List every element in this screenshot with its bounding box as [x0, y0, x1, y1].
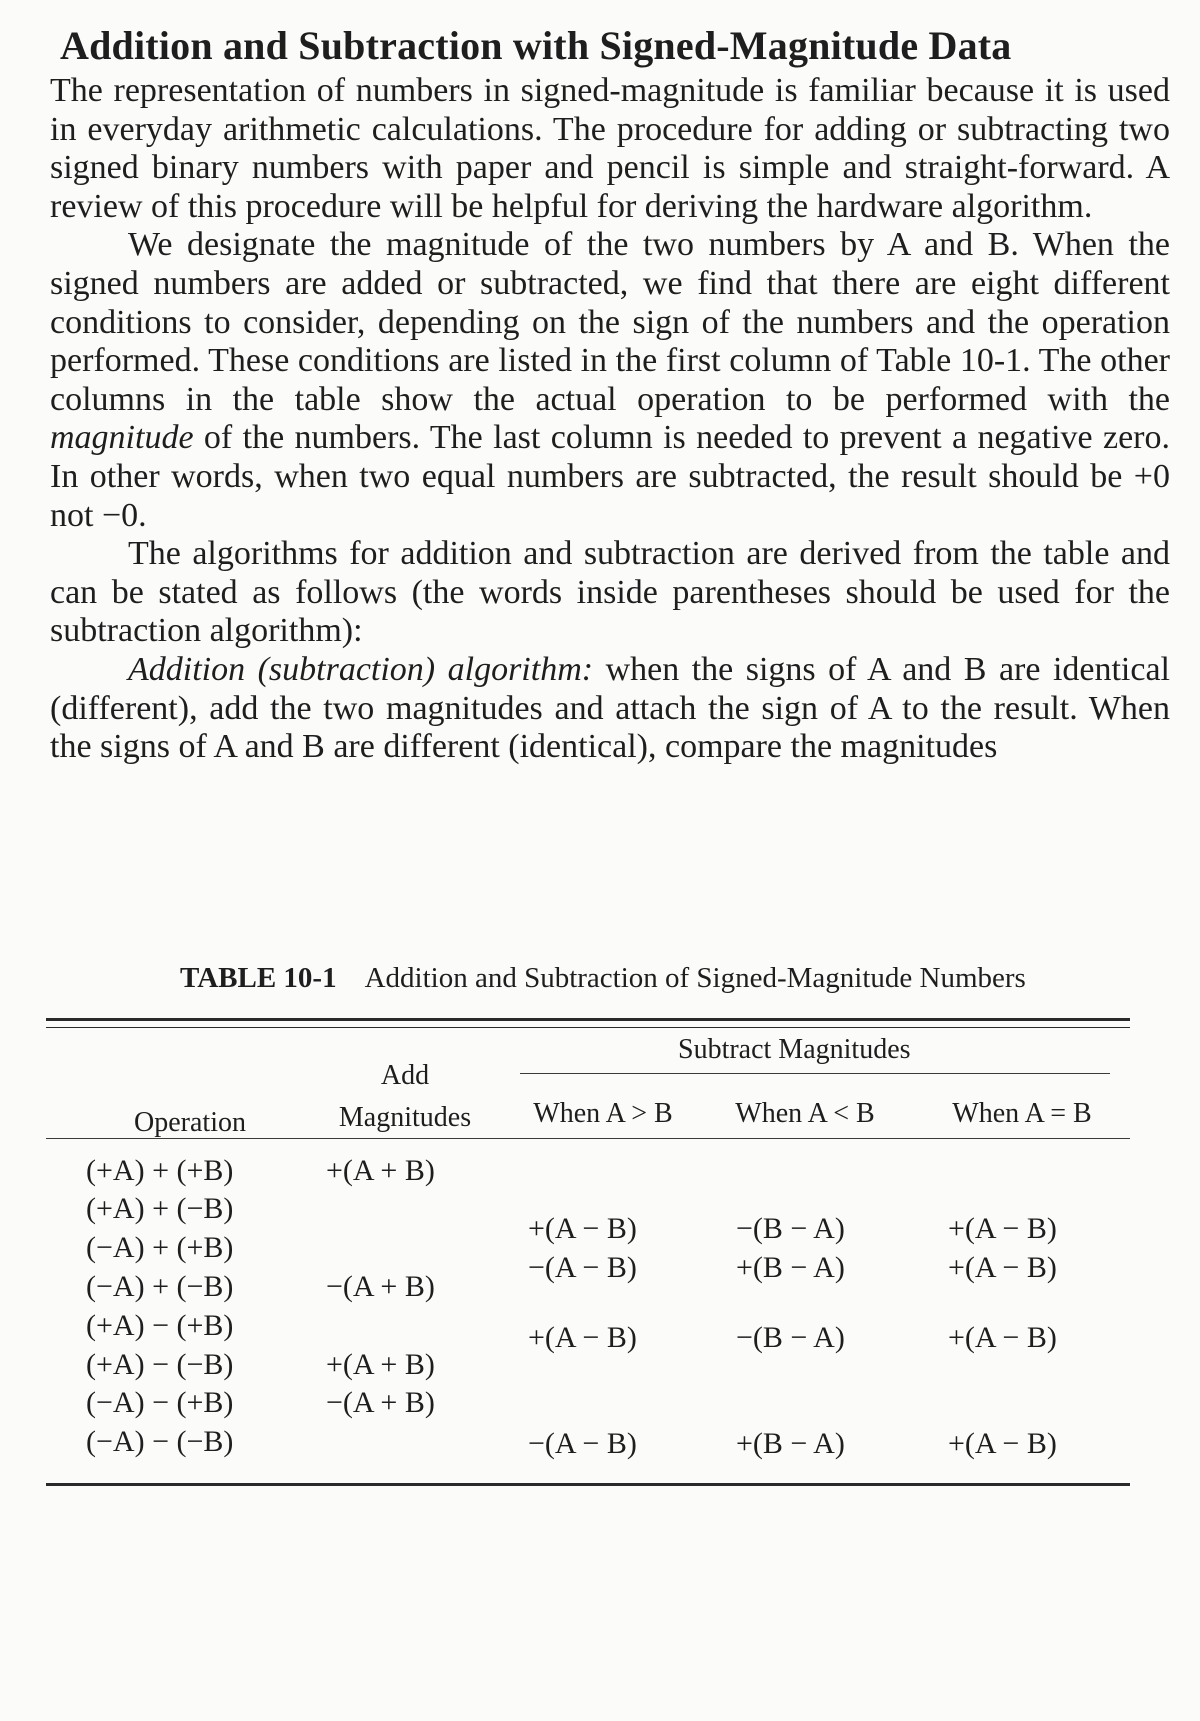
when-a-lt-b-cell: −(B − A)	[736, 1321, 845, 1354]
section-heading: Addition and Subtraction with Signed-Magnitude Data	[60, 23, 1012, 68]
paragraph-3: The algorithms for addition and subtraction are derived from the table and can be stated as follows (the words inside parentheses should be used for the subtraction algorithm):	[50, 535, 1170, 650]
when-a-eq-b-cell: +(A − B)	[948, 1251, 1057, 1284]
paragraph-2	[50, 226, 1170, 535]
paragraph-1: The representation of numbers in signed-magnitude is familiar because it is used in everyday arithmetic calculations. The procedure for adding or subtracting two signed binary numbers with paper and pencil is simple and straight-forward. A review of this procedure will be helpful for deriving the hardware algorithm.	[50, 72, 1170, 225]
paragraph-2-end: of the numbers. The last column is needed to prevent a negative zero. In other words, when two equal numbers are subtracted, the result should be +0 not −0.	[50, 419, 1170, 534]
header-magnitudes: Magnitudes	[338, 1102, 472, 1133]
operation-cell: (−A) − (+B)	[86, 1386, 234, 1419]
algorithm-body: when the signs of A and B are identical (different), add the two magnitudes and attach the sign of A to the result. When the signs of A and B are different (identical), compare the magnitudes	[50, 650, 1171, 766]
when-a-eq-b-cell: +(A − B)	[948, 1427, 1057, 1460]
table-caption-title: Addition and Subtraction of Signed-Magnitude Numbers	[364, 962, 1026, 994]
when-a-eq-b-cell: +(A − B)	[948, 1212, 1057, 1245]
header-when-a-gt-b: When A > B	[533, 1098, 673, 1129]
header-operation: Operation	[134, 1107, 246, 1138]
when-a-gt-b-cell: −(A − B)	[528, 1251, 637, 1284]
paragraph-4	[50, 651, 1170, 767]
add-magnitudes-cell: +(A + B)	[326, 1348, 435, 1381]
add-magnitudes-cell: +(A + B)	[326, 1154, 435, 1187]
operation-cell: (+A) + (−B)	[86, 1192, 234, 1225]
operation-cell: (−A) + (+B)	[86, 1231, 234, 1264]
operation-cell: (−A) − (−B)	[86, 1425, 234, 1458]
operation-cell: (+A) − (−B)	[86, 1348, 234, 1381]
when-a-gt-b-cell: −(A − B)	[528, 1427, 637, 1460]
when-a-eq-b-cell: +(A − B)	[948, 1321, 1057, 1354]
table-caption	[180, 962, 1026, 995]
when-a-lt-b-cell: +(B − A)	[736, 1427, 845, 1460]
when-a-lt-b-cell: +(B − A)	[736, 1251, 845, 1284]
when-a-gt-b-cell: +(A − B)	[528, 1321, 637, 1354]
subtract-group-rule	[520, 1073, 1110, 1074]
operation-cell: (+A) + (+B)	[86, 1154, 234, 1187]
paragraph-2-start: We designate the magnitude of the two numbers by A and B. When the signed numbers are added or subtracted, we find that there are eight different conditions to consider, depending on the sign of the numbers and the operation performed. These conditions are listed in the first column of Table 10-1. The other columns in the table show the actual operation to be performed with the	[50, 226, 1170, 418]
when-a-lt-b-cell: −(B − A)	[736, 1212, 845, 1245]
table-bottom-rule	[46, 1483, 1130, 1486]
table-caption-label: TABLE 10-1	[180, 962, 337, 994]
add-magnitudes-cell: −(A + B)	[326, 1386, 435, 1419]
algorithm-lead: Addition (subtraction) algorithm:	[128, 650, 594, 688]
when-a-gt-b-cell: +(A − B)	[528, 1212, 637, 1245]
operation-cell: (+A) − (+B)	[86, 1309, 234, 1342]
header-when-a-lt-b: When A < B	[735, 1098, 875, 1129]
operation-cell: (−A) + (−B)	[86, 1270, 234, 1303]
header-when-a-eq-b: When A = B	[952, 1098, 1092, 1129]
table-top-rule	[46, 1018, 1130, 1021]
paragraph-2-emphasis: magnitude	[50, 419, 194, 457]
table-top-rule-thin	[46, 1027, 1130, 1028]
body-text	[50, 22, 1170, 767]
header-add: Add	[380, 1060, 430, 1091]
add-magnitudes-cell: −(A + B)	[326, 1270, 435, 1303]
header-subtract-magnitudes: Subtract Magnitudes	[678, 1034, 911, 1065]
